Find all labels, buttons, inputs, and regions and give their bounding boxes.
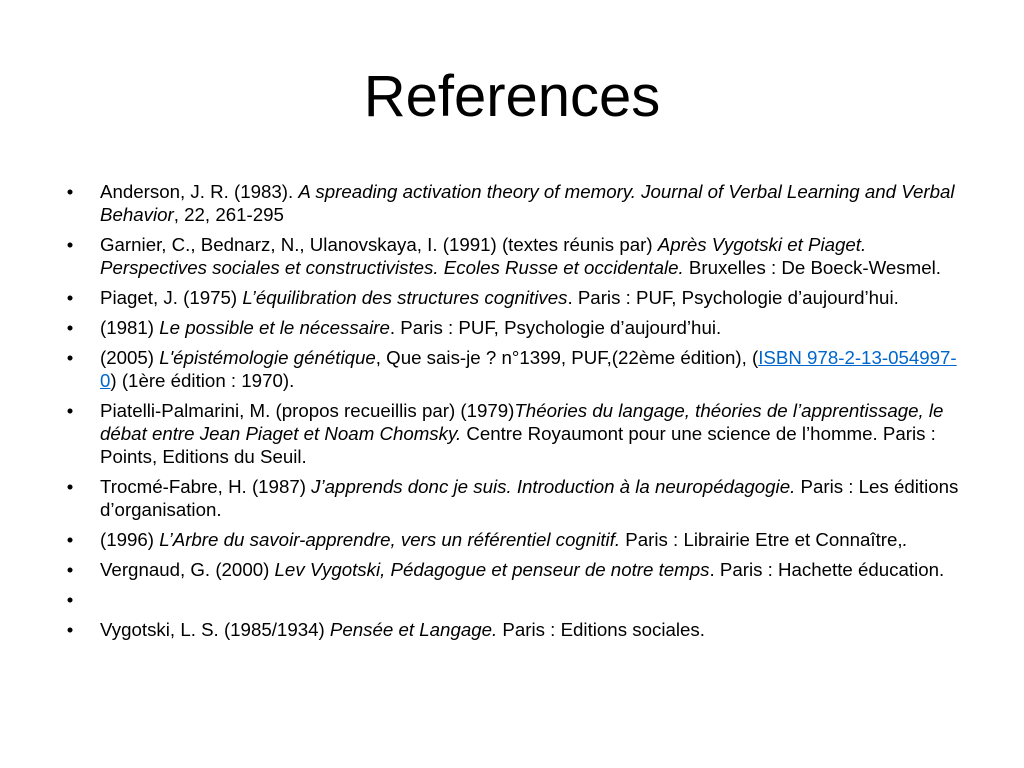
reference-title: Lev Vygotski, Pédagogue et penseur de notre temps (274, 559, 710, 580)
slide-title: References (363, 64, 661, 129)
reference-details: . Paris : Hachette éducation. (709, 559, 945, 580)
reference-title: L’Arbre du savoir-apprendre, vers un référentiel cognitif. (159, 529, 621, 550)
reference-author: Vygotski, L. S. (1985/1934) (100, 619, 330, 640)
list-item (66, 233, 966, 279)
reference-details: Centre Royaumont pour une science de l’homme. Paris : Points, Editions du Seuil. (100, 423, 936, 467)
bullet-icon: • (66, 287, 74, 308)
reference-author: Piaget, J. (1975) (100, 287, 243, 308)
reference-title: Pensée et Langage. (329, 619, 498, 640)
reference-author: Trocmé-Fabre, H. (1987) (100, 476, 312, 497)
bullet-icon: • (66, 317, 74, 338)
bullet-icon: • (66, 589, 74, 610)
bullet-icon: • (66, 400, 74, 421)
list-item (66, 180, 966, 226)
bullet-icon: • (66, 619, 74, 640)
reference-details: Paris : Les éditions d’organisation. (100, 476, 959, 520)
bullet-icon: • (66, 529, 74, 550)
reference-details: Bruxelles : De Boeck-Wesmel. (683, 257, 941, 278)
bullet-icon: • (66, 559, 74, 580)
reference-author: Garnier, C., Bednarz, N., Ulanovskaya, I. (1991) (textes réunis par) (100, 234, 658, 255)
reference-author: (2005) (100, 347, 160, 368)
list-item (66, 346, 966, 392)
reference-title: Le possible et le nécessaire (159, 317, 390, 338)
bullet-icon: • (66, 234, 74, 255)
list-item (66, 475, 966, 521)
reference-author: Vergnaud, G. (2000) (100, 559, 275, 580)
bullet-icon: • (66, 476, 74, 497)
reference-title: L’équilibration des structures cognitives (242, 287, 568, 308)
reference-details: , Que sais-je ? n°1399, PUF,(22ème édition), ( (375, 347, 759, 368)
reference-title: A spreading activation theory of memory. Journal of Verbal Learning and Verbal Behavior (100, 181, 955, 225)
list-item (66, 286, 966, 309)
reference-author: (1996) (100, 529, 160, 550)
reference-title: Théories du langage, théories de l’apprentissage, le débat entre Jean Piaget et Noam Chomsky. (100, 400, 944, 444)
list-item (66, 618, 966, 641)
reference-details: . Paris : PUF, Psychologie d’aujourd’hui. (567, 287, 899, 308)
reference-title: Après Vygotski et Piaget. Perspectives sociales et constructivistes. Ecoles Russe et occidentale. (100, 234, 867, 278)
reference-author: (1981) (100, 317, 160, 338)
reference-details: Paris : Editions sociales. (497, 619, 705, 640)
isbn-link[interactable]: ISBN 978-2-13-054997-0 (100, 347, 957, 391)
reference-author: Anderson, J. R. (1983). (100, 181, 299, 202)
bullet-icon: • (66, 181, 74, 202)
reference-edition: ) (1ère édition : 1970). (110, 370, 295, 391)
bullet-icon: • (66, 347, 74, 368)
list-item-empty (66, 588, 966, 611)
reference-details: . Paris : PUF, Psychologie d’aujourd’hui. (389, 317, 722, 338)
reference-details: , 22, 261-295 (173, 204, 284, 225)
reference-list (66, 180, 966, 648)
reference-title: L'épistémologie génétique (159, 347, 376, 368)
list-item (66, 399, 966, 468)
reference-title: J’apprends donc je suis. Introduction à la neuropédagogie. (311, 476, 796, 497)
reference-trailing-period: . (902, 529, 908, 550)
list-item (66, 316, 966, 339)
reference-author: Piatelli-Palmarini, M. (propos recueillis par) (1979) (100, 400, 515, 421)
reference-details: Paris : Librairie Etre et Connaître, (620, 529, 903, 550)
list-item (66, 528, 966, 551)
list-item (66, 558, 966, 581)
